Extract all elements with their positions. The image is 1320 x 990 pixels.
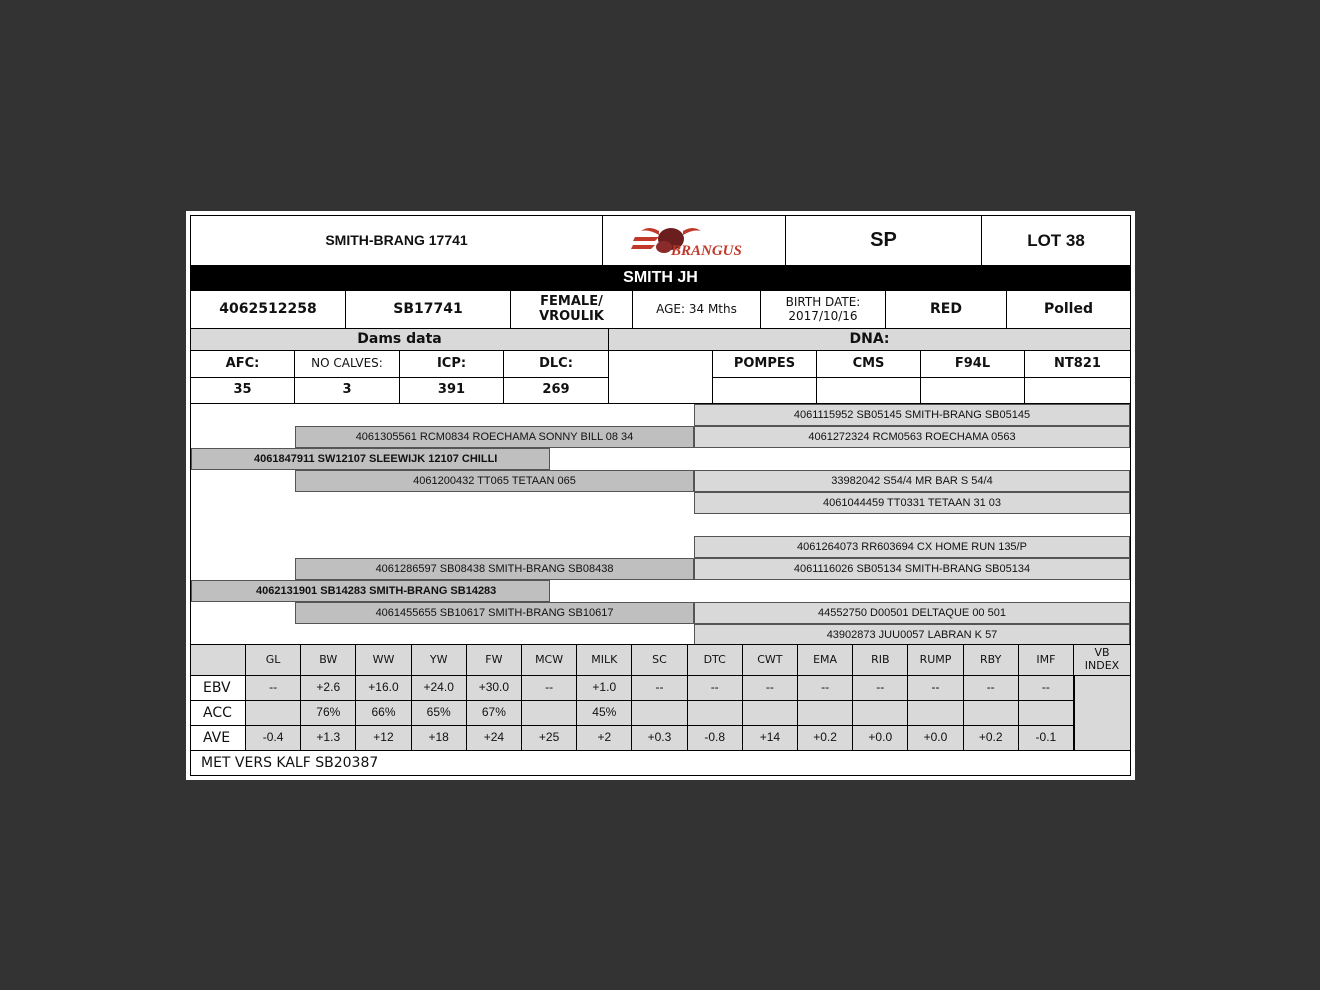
ebv-cell-ebv-cwt: -- — [743, 676, 798, 701]
ebv-row-label-ebv: EBV — [191, 676, 246, 701]
horn-status: Polled — [1007, 291, 1130, 329]
ebv-corner — [191, 645, 246, 676]
ebv-cell-ebv-fw: +30.0 — [467, 676, 522, 701]
pedigree-dam-dam: 4061455655 SB10617 SMITH-BRANG SB10617 — [295, 602, 694, 624]
ebv-cell-ebv-rby: -- — [964, 676, 1019, 701]
dna-title: DNA: — [609, 329, 1130, 351]
lot-card — [186, 211, 1135, 780]
ebv-cell-acc-ww: 66% — [356, 701, 411, 726]
ebv-cell-ave-ww: +12 — [356, 726, 411, 751]
ebv-cell-acc-yw: 65% — [412, 701, 467, 726]
ebv-header-bw: BW — [301, 645, 356, 676]
ebv-cell-ave-gl: -0.4 — [246, 726, 301, 751]
ebv-cell-acc-imf — [1019, 701, 1074, 726]
ebv-cell-acc-cwt — [743, 701, 798, 726]
animal-id: 4062512258 — [191, 291, 346, 329]
pedigree-dam-dam-sire: 44552750 D00501 DELTAQUE 00 501 — [694, 602, 1130, 624]
ebv-cell-acc-mcw — [522, 701, 577, 726]
dna-value-cms — [817, 378, 921, 404]
pedigree-sire: 4061847911 SW12107 SLEEWIJK 12107 CHILLI — [191, 448, 550, 470]
pedigree-dam-dam-dam: 43902873 JUU0057 LABRAN K 57 — [694, 624, 1130, 646]
ebv-cell-ebv-imf: -- — [1019, 676, 1074, 701]
ebv-cell-acc-dtc — [688, 701, 743, 726]
ebv-header-mcw: MCW — [522, 645, 577, 676]
ebv-cell-ebv-milk: +1.0 — [577, 676, 632, 701]
owner-bar: SMITH JH — [191, 266, 1130, 291]
dams-header-dlc: DLC: — [504, 351, 609, 378]
sex: FEMALE/ VROULIK — [511, 291, 633, 329]
ebv-header-gl: GL — [246, 645, 301, 676]
pedigree-sire-dam-sire: 33982042 S54/4 MR BAR S 54/4 — [694, 470, 1130, 492]
ebv-cell-ave-milk: +2 — [577, 726, 632, 751]
ebv-cell-ave-ema: +0.2 — [798, 726, 853, 751]
ebv-cell-acc-rib — [853, 701, 908, 726]
dams-header-calves: NO CALVES: — [295, 351, 400, 378]
ebv-cell-ave-cwt: +14 — [743, 726, 798, 751]
dams-value-icp: 391 — [400, 378, 504, 404]
ebv-cell-ave-mcw: +25 — [522, 726, 577, 751]
ebv-cell-ave-rib: +0.0 — [853, 726, 908, 751]
ebv-header-rby: RBY — [964, 645, 1019, 676]
pedigree-dam: 4062131901 SB14283 SMITH-BRANG SB14283 — [191, 580, 550, 602]
dna-value-nt821 — [1025, 378, 1130, 404]
ebv-header-ww: WW — [356, 645, 411, 676]
ebv-header-imf: IMF — [1019, 645, 1074, 676]
sp-code: SP — [786, 216, 982, 266]
ebv-header-rib: RIB — [853, 645, 908, 676]
ebv-cell-acc-fw: 67% — [467, 701, 522, 726]
dams-header-icp: ICP: — [400, 351, 504, 378]
ebv-cell-acc-bw: 76% — [301, 701, 356, 726]
ebv-cell-acc-gl — [246, 701, 301, 726]
ebv-header-milk: MILK — [577, 645, 632, 676]
ebv-header-rump: RUMP — [908, 645, 963, 676]
pedigree-sire-sire-sire: 4061115952 SB05145 SMITH-BRANG SB05145 — [694, 404, 1130, 426]
ebv-cell-ave-fw: +24 — [467, 726, 522, 751]
dams-header-afc: AFC: — [191, 351, 295, 378]
ebv-row-label-ave: AVE — [191, 726, 246, 751]
dams-title: Dams data — [191, 329, 609, 351]
ebv-cell-acc-milk: 45% — [577, 701, 632, 726]
dna-header-pompes: POMPES — [713, 351, 817, 378]
dams-value-dlc: 269 — [504, 378, 609, 404]
pedigree-dam-sire-sire: 4061264073 RR603694 CX HOME RUN 135/P — [694, 536, 1130, 558]
pedigree-dam-sire-dam: 4061116026 SB05134 SMITH-BRANG SB05134 — [694, 558, 1130, 580]
ebv-cell-acc-sc — [632, 701, 687, 726]
brangus-logo — [603, 216, 786, 266]
ebv-cell-ebv-dtc: -- — [688, 676, 743, 701]
lot-card-inner — [190, 215, 1131, 776]
dna-header-nt821: NT821 — [1025, 351, 1130, 378]
ebv-cell-ave-bw: +1.3 — [301, 726, 356, 751]
ebv-cell-ebv-gl: -- — [246, 676, 301, 701]
ebv-vb-index-value — [1074, 676, 1130, 751]
ebv-cell-ave-imf: -0.1 — [1019, 726, 1074, 751]
ebv-row-label-acc: ACC — [191, 701, 246, 726]
ebv-header-sc: SC — [632, 645, 687, 676]
ebv-header-fw: FW — [467, 645, 522, 676]
ebv-cell-ave-dtc: -0.8 — [688, 726, 743, 751]
ebv-cell-ebv-sc: -- — [632, 676, 687, 701]
dna-spacer — [609, 351, 713, 404]
ebv-cell-ebv-rib: -- — [853, 676, 908, 701]
ebv-header-yw: YW — [412, 645, 467, 676]
ebv-cell-acc-rby — [964, 701, 1019, 726]
dna-value-f94l — [921, 378, 1025, 404]
ebv-header-vb-index: VB INDEX — [1074, 645, 1130, 676]
ebv-cell-ave-rby: +0.2 — [964, 726, 1019, 751]
pedigree-sire-dam-dam: 4061044459 TT0331 TETAAN 31 03 — [694, 492, 1130, 514]
animal-name: SMITH-BRANG 17741 — [191, 216, 603, 266]
dna-header-cms: CMS — [817, 351, 921, 378]
ebv-table — [191, 644, 1130, 751]
ebv-cell-ebv-bw: +2.6 — [301, 676, 356, 701]
ebv-cell-ebv-mcw: -- — [522, 676, 577, 701]
pedigree-dam-sire: 4061286597 SB08438 SMITH-BRANG SB08438 — [295, 558, 694, 580]
dna-header-f94l: F94L — [921, 351, 1025, 378]
ebv-header-cwt: CWT — [743, 645, 798, 676]
ebv-cell-ave-yw: +18 — [412, 726, 467, 751]
bull-head-icon — [629, 221, 759, 261]
logo-text: BRANGUS — [671, 242, 742, 259]
age: AGE: 34 Mths — [633, 291, 761, 329]
dams-value-afc: 35 — [191, 378, 295, 404]
pedigree-sire-dam: 4061200432 TT065 TETAAN 065 — [295, 470, 694, 492]
ebv-cell-ebv-yw: +24.0 — [412, 676, 467, 701]
pedigree-sire-sire-dam: 4061272324 RCM0563 ROECHAMA 0563 — [694, 426, 1130, 448]
ebv-cell-ave-sc: +0.3 — [632, 726, 687, 751]
dams-value-calves: 3 — [295, 378, 400, 404]
ebv-header-ema: EMA — [798, 645, 853, 676]
ebv-cell-ebv-rump: -- — [908, 676, 963, 701]
ebv-header-dtc: DTC — [688, 645, 743, 676]
ebv-cell-acc-ema — [798, 701, 853, 726]
ebv-cell-acc-rump — [908, 701, 963, 726]
comment: MET VERS KALF SB20387 — [191, 750, 1130, 775]
pedigree-sire-sire: 4061305561 RCM0834 ROECHAMA SONNY BILL 08 34 — [295, 426, 694, 448]
lot-number: LOT 38 — [982, 216, 1130, 266]
colour: RED — [886, 291, 1007, 329]
birth-date: BIRTH DATE: 2017/10/16 — [761, 291, 886, 329]
dna-value-pompes — [713, 378, 817, 404]
ebv-cell-ave-rump: +0.0 — [908, 726, 963, 751]
ebv-cell-ebv-ema: -- — [798, 676, 853, 701]
ebv-cell-ebv-ww: +16.0 — [356, 676, 411, 701]
registration-number: SB17741 — [346, 291, 511, 329]
